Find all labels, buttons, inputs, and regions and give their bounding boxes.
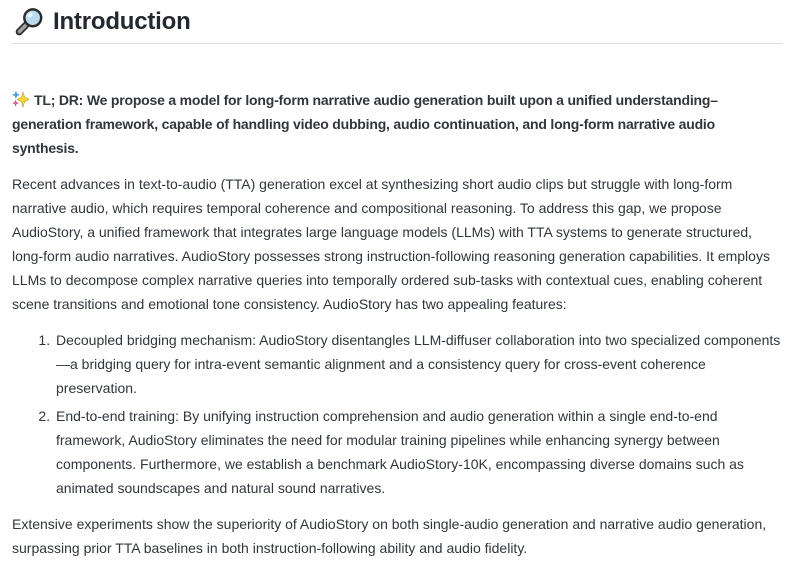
feature-item-end-to-end-training: 2. End-to-end training: By unifying instruction comprehension and audio generation within a single end-to-end framework, AudioStory eliminates the need for modular training pipelines while enhancing synergy between components. Furthermore, we establish a benchmark AudioStory-10K, encompassing diverse domains such as animated soundscapes and natural sound narratives. xyxy=(54,404,782,500)
sparkles-icon xyxy=(12,91,29,108)
section-heading xyxy=(14,6,782,38)
tldr-text: TL; DR: We propose a model for long-form narrative audio generation built upon a unified understanding–generation framework, capable of handling video dubbing, audio continuation, and long-form narrative audio synthesis. xyxy=(12,92,718,156)
tldr-paragraph xyxy=(12,88,782,160)
section-title: Introduction xyxy=(53,8,191,35)
magnifying-glass-icon xyxy=(14,7,44,37)
intro-paragraph: Recent advances in text-to-audio (TTA) generation excel at synthesizing short audio clips but struggle with long-form narrative audio, which requires temporal coherence and compositional reasoning. To address this gap, we propose AudioStory, a unified framework that integrates large language models (LLMs) with TTA systems to generate structured, long-form audio narratives. AudioStory possesses strong instruction-following reasoning generation capabilities. It employs LLMs to decompose complex narrative queries into temporally ordered sub-tasks with contextual cues, enabling coherent scene transitions and emotional tone consistency. AudioStory has two appealing features: xyxy=(12,176,770,312)
closing-paragraph: Extensive experiments show the superiority of AudioStory on both single-audio generation and narrative audio generation, surpassing prior TTA baselines in both instruction-following ability and audio fidelity. xyxy=(12,516,767,556)
features-list xyxy=(12,328,782,500)
heading-divider xyxy=(12,43,782,44)
feature-item-decoupled-bridging: 1. Decoupled bridging mechanism: AudioStory disentangles LLM-diffuser collaboration into two specialized components—a bridging query for intra-event semantic alignment and a consistency query for cross-event coherence preservation. xyxy=(54,328,782,400)
